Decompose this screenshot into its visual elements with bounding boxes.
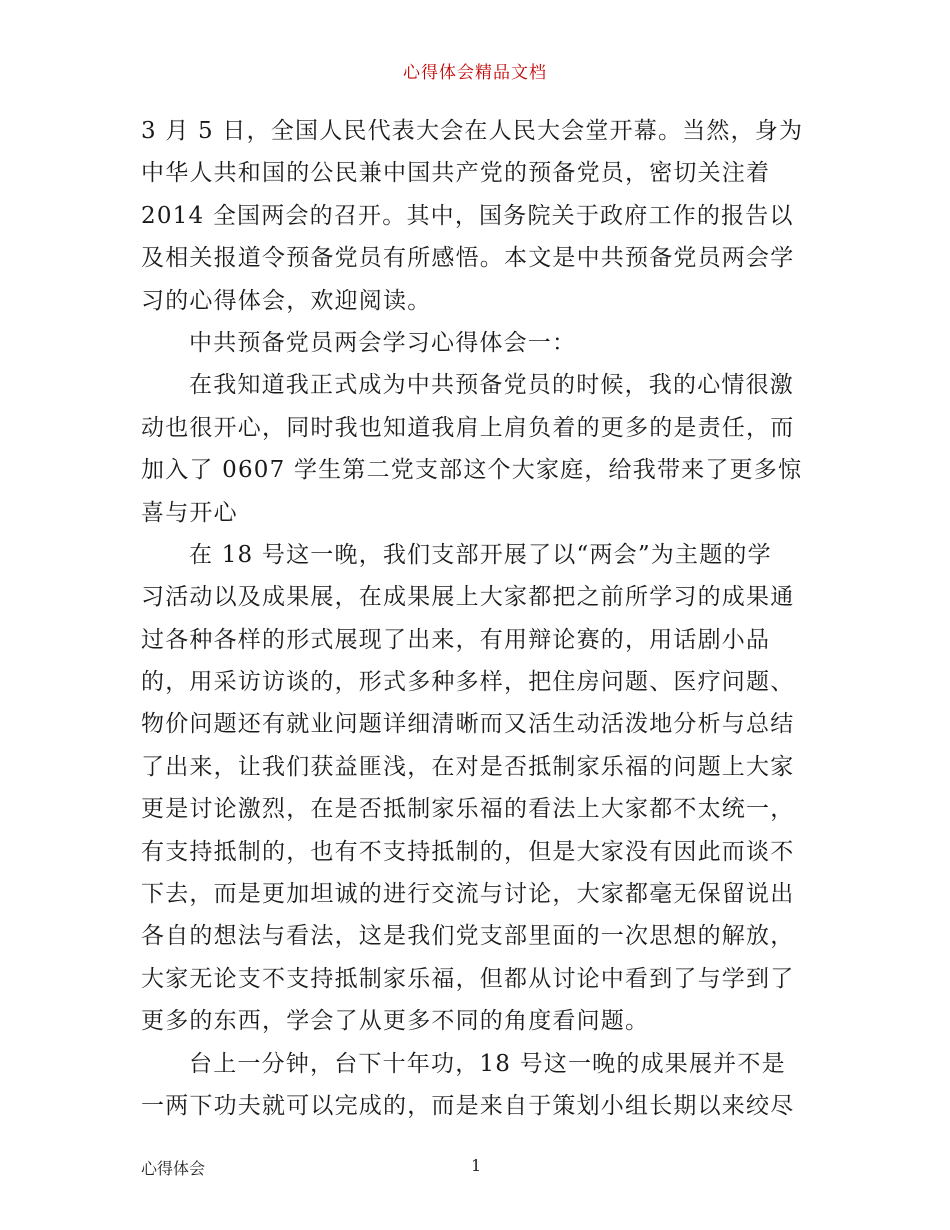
text-line: 了出来，让我们获益匪浅，在对是否抵制家乐福的问题上大家 (141, 753, 795, 780)
text-line: 习活动以及成果展，在成果展上大家都把之前所学习的成果通 (141, 584, 795, 611)
text-line: 各自的想法与看法，这是我们党支部里面的一次思想的解放， (141, 923, 795, 950)
text-line: 过各种各样的形式展现了出来，有用辩论赛的，用话剧小品 (141, 626, 771, 653)
footer-label: 心得体会 (141, 1159, 206, 1178)
text-line: 大家无论支不支持抵制家乐福，但都从讨论中看到了与学到了 (141, 965, 795, 992)
text-line: 物价问题还有就业问题详细清晰而又活生动活泼地分析与总结 (141, 711, 795, 738)
text-line: 动也很开心，同时我也知道我肩上肩负着的更多的是责任，而 (141, 414, 795, 441)
text-line: 在我知道我正式成为中共预备党员的时候，我的心情很激 (189, 372, 794, 399)
text-line: 台上一分钟，台下十年功，18 号这一晚的成果展并不是 (189, 1050, 786, 1077)
section-heading: 中共预备党员两会学习心得体会一： (189, 329, 577, 356)
text-line: 3 月 5 日，全国人民代表大会在人民大会堂开幕。当然，身为 (141, 118, 804, 144)
text-line: 喜与开心 (141, 499, 238, 526)
page-number: 1 (471, 1156, 482, 1175)
document-body (141, 110, 813, 1127)
text-line: 更多的东西，学会了从更多不同的角度看问题。 (141, 1008, 650, 1035)
text-line: 习的心得体会，欢迎阅读。 (141, 287, 432, 314)
text-line: 在 18 号这一晚，我们支部开展了以“两会”为主题的学 (189, 541, 772, 568)
text-line: 一两下功夫就可以完成的，而是来自于策划小组长期以来绞尽 (141, 1092, 795, 1119)
text-line: 更是讨论激烈，在是否抵制家乐福的看法上大家都不太统一， (141, 796, 795, 823)
text-line: 中华人共和国的公民兼中国共产党的预备党员，密切关注着 (141, 160, 771, 187)
text-line: 有支持抵制的，也有不支持抵制的，但是大家没有因此而谈不 (141, 838, 795, 865)
text-line: 的，用采访访谈的，形式多种多样，把住房问题、医疗问题、 (141, 669, 795, 696)
text-line: 及相关报道令预备党员有所感悟。本文是中共预备党员两会学 (141, 245, 795, 272)
text-line: 下去，而是更加坦诚的进行交流与讨论，大家都毫无保留说出 (141, 881, 795, 908)
text-line: 2014 全国两会的召开。其中，国务院关于政府工作的报告以 (141, 202, 794, 229)
page-header-title: 心得体会精品文档 (403, 63, 547, 83)
text-line: 加入了 0607 学生第二党支部这个大家庭，给我带来了更多惊 (141, 457, 803, 484)
page-footer (141, 1148, 813, 1178)
